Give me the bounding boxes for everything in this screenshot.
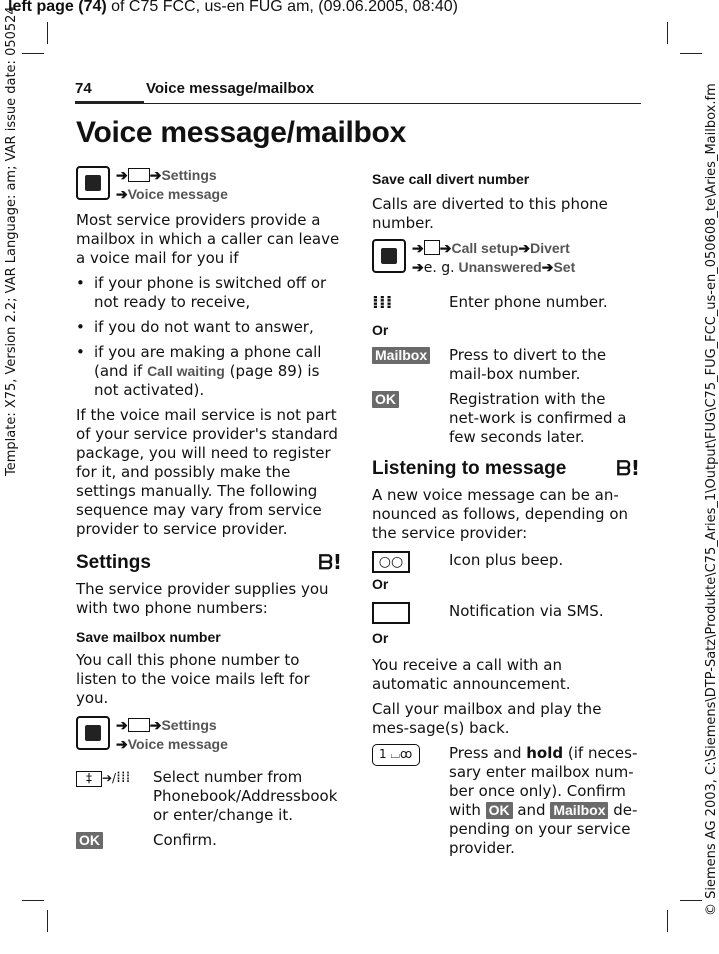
menu-item-set: Set	[553, 259, 576, 275]
crop-mark	[680, 900, 702, 901]
provider-dependent-icon: ᗷ!	[318, 550, 342, 574]
provider-dependent-icon: ᗷ!	[616, 456, 640, 480]
side-copyright: © Siemens AG 2003, C:\Siemens\DTP-Satz\Produkte\C75_Aries_1\Output\FUG\C75_FUG_FCC_us-en_050608_te\Aries_Mailbox.fm	[704, 83, 719, 916]
envelope-icon	[128, 168, 150, 182]
left-column	[76, 166, 342, 856]
or-label: Or	[372, 322, 389, 338]
page-number: 74	[75, 80, 92, 97]
menu-ref-call-waiting: Call waiting	[147, 363, 225, 379]
subheading-save-mailbox: Save mailbox number	[76, 629, 221, 645]
menu-item-divert: Divert	[530, 240, 570, 256]
ok-softkey: OK	[486, 802, 513, 819]
mailbox-softkey: Mailbox	[372, 347, 430, 364]
save-mailbox-text: You call this phone number to listen to the voice mails left for you.	[76, 651, 310, 707]
crop-mark	[667, 910, 668, 932]
crop-mark	[47, 22, 48, 44]
right-column	[372, 170, 640, 864]
divert-text: Calls are diverted to this phone number.	[372, 195, 608, 232]
section-heading-settings: Settings	[76, 552, 151, 573]
instruction-row	[372, 293, 640, 313]
keypad-icon: ⁞⁞⁞	[116, 768, 131, 786]
crop-mark	[22, 53, 44, 54]
running-head: Voice message/mailbox	[146, 80, 315, 97]
listen-text: A new voice message can be an-nounced as follows, depending on the service provider:	[372, 486, 629, 542]
subheading-divert: Save call divert number	[372, 171, 530, 187]
mailbox-text: Press to divert to the mail-box number.	[449, 346, 607, 383]
menu-key-icon	[372, 239, 406, 273]
envelope-icon	[128, 718, 150, 732]
voicemail-icon: ○○	[372, 551, 410, 573]
hold-emphasis: hold	[526, 744, 564, 762]
envelope-icon	[372, 602, 410, 624]
registration-text: Registration with the net-work is confirmed a few seconds later.	[449, 390, 627, 446]
header-rule	[144, 103, 641, 104]
page-title: Voice message/mailbox	[76, 116, 406, 149]
instruction-row	[372, 551, 640, 573]
enter-number-text: Enter phone number.	[449, 293, 608, 311]
list-item: • if your phone is switched off or not ready to receive,	[76, 274, 327, 311]
or-label: Or	[372, 576, 389, 592]
menu-item-voice-message: Voice message	[127, 186, 228, 202]
intro-text: Most service providers provide a mailbox in which a caller can leave a voice mail for you if	[76, 211, 340, 267]
keypad-icon: ⁞⁞⁞	[372, 292, 393, 313]
call-mailbox-text: Call your mailbox and play the mes-sage(s) back.	[372, 700, 602, 737]
print-header	[8, 0, 458, 16]
instruction-row: 1 ⌴ꝏ Press and hold (if neces-sary enter mailbox num-ber once only). Confirm with OK and Mailbox de-pending on your service provider.	[372, 744, 640, 858]
ok-softkey: OK	[372, 391, 399, 408]
menu-item-unanswered: Unanswered	[458, 259, 542, 275]
list-item: • if you do not want to answer,	[76, 318, 314, 336]
key-1-icon: 1 ⌴ꝏ	[372, 744, 420, 766]
list-item: • if you are making a phone call (and if Call waiting (page 89) is not activated).	[76, 343, 322, 399]
settings-text: The service provider supplies you with two phone numbers:	[76, 580, 329, 617]
crop-mark	[667, 22, 668, 44]
instruction-row	[372, 346, 640, 384]
print-header-bold: left page (74)	[8, 0, 107, 15]
menu-key-icon	[76, 716, 110, 750]
sms-text: Notification via SMS.	[449, 602, 604, 620]
register-text: If the voice mail service is not part of your service provider's standard package, you will need to register for it, and possibly make the settings manually. The following sequence may vary from service provider to service provider.	[76, 406, 338, 538]
print-header-rest: of C75 FCC, us-en FUG am, (09.06.2005, 08:40)	[106, 0, 458, 15]
menu-item-voice-message: Voice message	[127, 736, 228, 752]
header-rule-thick	[75, 101, 144, 104]
side-template-info: Template: X75, Version 2.2; VAR Language: am; VAR issue date: 050524	[4, 6, 19, 476]
instruction-row	[372, 602, 640, 627]
phonebook-key-icon: ‡	[76, 771, 102, 787]
instruction-row	[372, 390, 640, 447]
menu-item-settings: Settings	[161, 167, 217, 183]
confirm-text: Confirm.	[153, 831, 217, 849]
section-heading-listening: Listening to message	[372, 458, 567, 479]
icon-beep-text: Icon plus beep.	[449, 551, 564, 569]
ok-softkey: OK	[76, 832, 103, 849]
crop-mark	[22, 900, 44, 901]
menu-item-settings: Settings	[161, 717, 217, 733]
phone-setup-icon	[424, 240, 440, 255]
instruction-row: ‡ ➔/⁞⁞⁞ Select number from Phonebook/Addressbook or enter/change it.	[76, 768, 342, 825]
instruction-row	[76, 831, 342, 850]
menu-path: ➔ ➔Settings ➔Voice message	[76, 716, 342, 756]
menu-path: ➔ ➔Call setup➔Divert ➔e. g. Unanswered➔Set	[372, 239, 640, 279]
automatic-call-text: You receive a call with an automatic announcement.	[372, 656, 571, 693]
crop-mark	[680, 53, 702, 54]
crop-mark	[47, 910, 48, 932]
mailbox-softkey: Mailbox	[550, 802, 608, 819]
select-text: Select number from Phonebook/Addressbook or enter/change it.	[153, 768, 338, 824]
menu-key-icon	[76, 166, 110, 200]
menu-path: ➔ ➔Settings ➔Voice message	[76, 166, 342, 206]
menu-item-call-setup: Call setup	[451, 240, 519, 256]
or-label: Or	[372, 630, 389, 646]
